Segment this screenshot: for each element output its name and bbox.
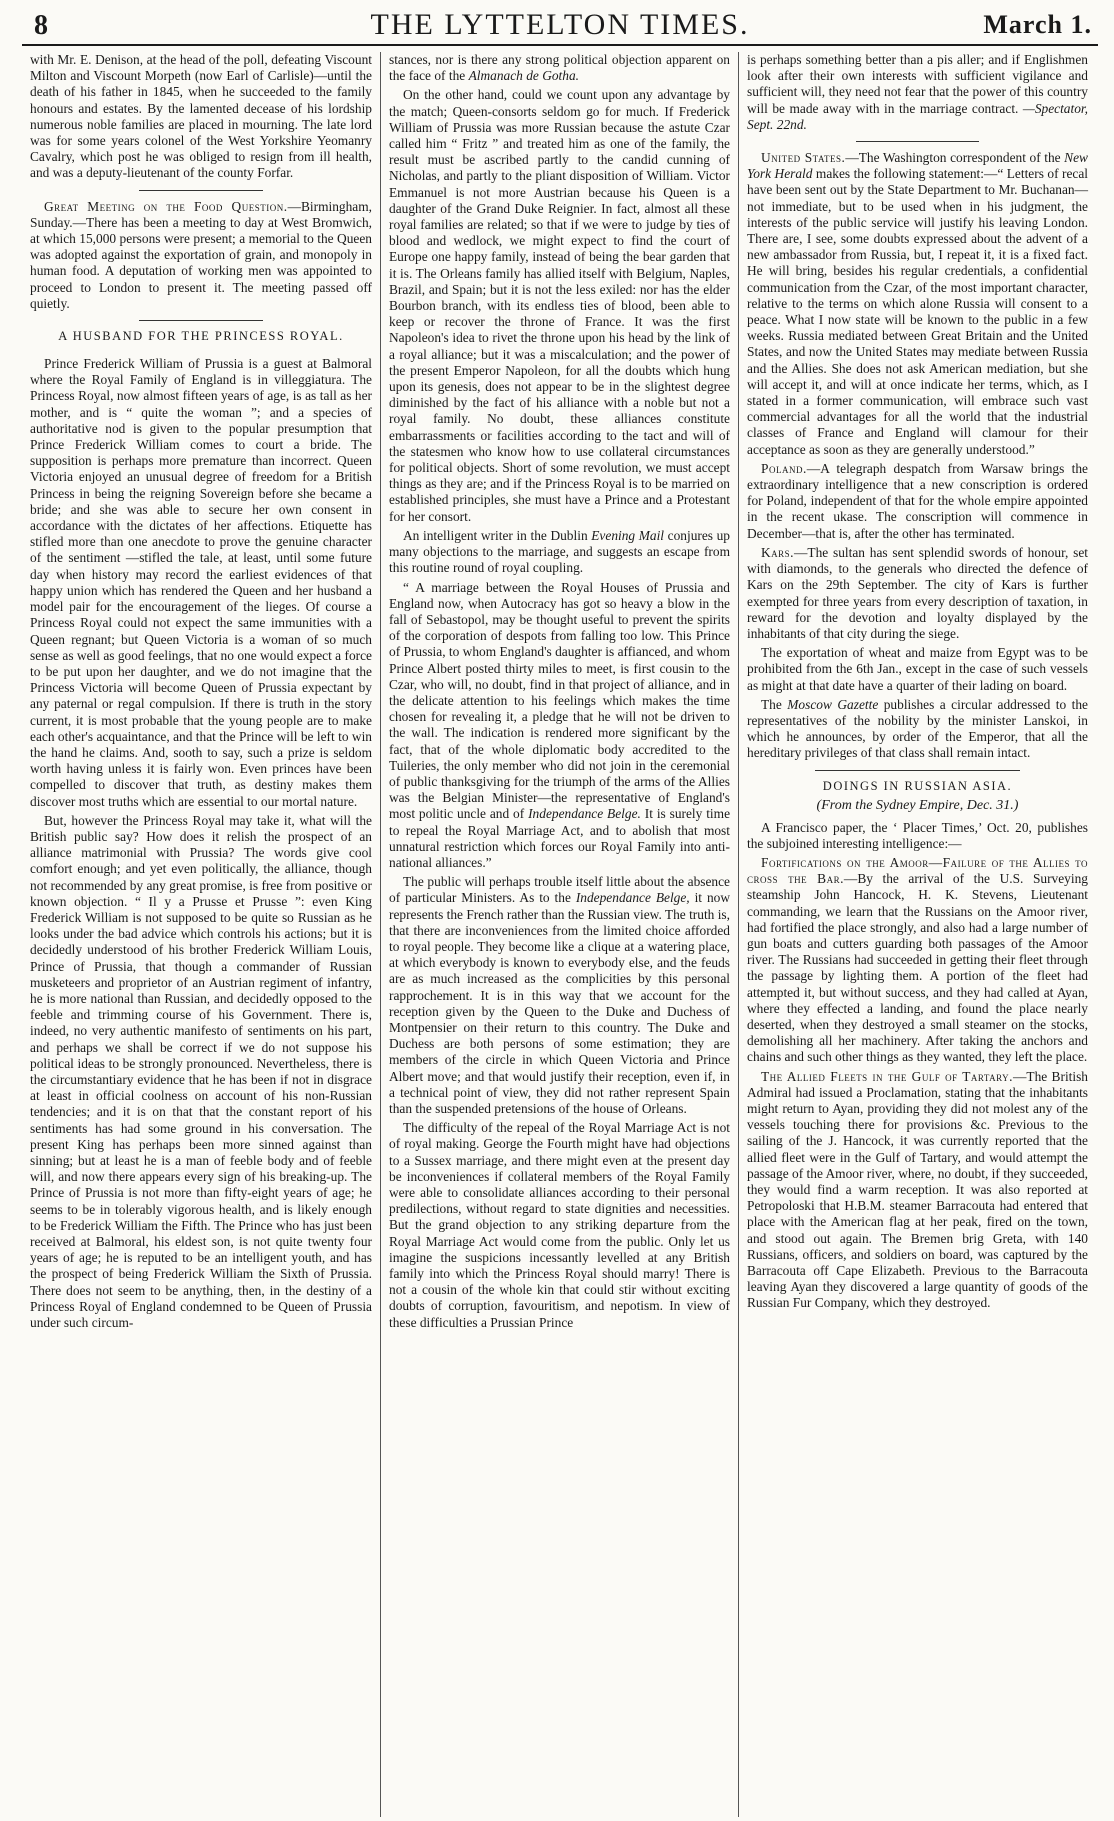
text-run: “ A marriage between the Royal Houses of Prussia and England now, when Autocracy has got so heavy a blow in the fall of Sebastopol, may be thought useful to prevent the spirits of the corporation of despots from falling too low. This Prince of Prussia, to whom England's daughter is affianced, and whom Prince Albert posted thirty miles to meet, is first cousin to the Czar, who will, no doubt, find in that project of alliance, and in the delicate attention to his feelings which makes the time chosen for revealing it, a pledge that he will not be driven to the wall. The indication is rendered more significant by the fact, that of the whole diplomatic body accredited to the Tuileries, the only member who did not join in the ceremonial of public thanksgiving for the triumph of the arms of the Allies was the Belgian Minister—the representative of England's most politic uncle and of: [389, 579, 730, 822]
italic-run: Almanach de Gotha.: [468, 68, 580, 84]
food-meeting-article: [30, 199, 372, 312]
column-3: [738, 52, 1096, 1817]
text-run: —By the arrival of the U.S. Surveying steamship John Hancock, H. K. Stevens, Lieutenant commanding, we learn that the Russians on the Amoor river, had fortified the place strongly, and also had a large number of gun boats and cutters guarding both passages of the Amoor river. The Russians had succeeded in getting their fleet through the passage by lighting them. A portion of the fleet had attempted it, but without success, and they had called at Ayan, where they effected a landing, and found the place nearly deserted, when they destroyed a small steamer on the stocks, demolishing all her machinery. After taking the anchors and chains and such other things as they wanted, they left the place.: [747, 871, 1088, 1065]
italic-run: Independance Belge.: [528, 806, 641, 822]
husband-princess-headline: A HUSBAND FOR THE PRINCESS ROYAL.: [58, 329, 344, 344]
husband-conclusion: [747, 52, 1088, 133]
column-rule: [815, 770, 1020, 771]
text-run: stances, nor is there any strong political objection apparent on the face of the: [389, 52, 730, 84]
kars-heading: Kars.: [761, 544, 795, 560]
italic-run: Evening Mail: [591, 527, 665, 543]
text-run: conjures up many objections to the marriage, and suggests an escape from this routine round of royal coupling.: [389, 527, 730, 576]
text-run: It is surely time to repeal the Royal Marriage Act, and to abolish that most unnatural restriction which forces our Royal Family into anti-national alliances.”: [389, 806, 731, 870]
text-run: it now represents the French rather than the Russian view. The truth is, that there are inconveniences from the limited choice afforded to royal people. They become like a clique at a watering place, at which everybody is known to everybody else, and the feuds are as much increased as the complicities by this personal rapprochement. It is in this way that we account for the reception given by the Queen to the Duke and Duchess of Montpensier on their return to this country. The Duke and Duchess are both persons of some estimation; they are members of the circle in which Queen Victoria and Prince Albert move; and that would justify their reception, even if, in a technical point of view, they did not rather represent Spain than the suspended pretensions of the house of Orleans.: [389, 890, 731, 1116]
column-rule: [139, 190, 262, 191]
united-states-article: [747, 150, 1088, 458]
italic-run: New York Herald: [747, 150, 1088, 182]
issue-date: March 1.: [983, 10, 1092, 39]
husband-paragraph-1: Prince Frederick William of Prussia is a guest at Balmoral where the Royal Family of England is in villeggiatura. The Princess Royal, now almost fifteen years of age, is as tall as her mother, and is “ quite the woman ”; and a species of authoritative nod is given to the popular presumption that Prince Frederick William comes to court a bride. The supposition is perhaps more premature than incorrect. Queen Victoria enjoyed an unusual degree of freedom for a British Princess in being the reigning Sovereign before she became a bride; and she was able to secure her own consent in accordance with the dictates of her affections. Etiquette has stifled more than one anecdote to prove the genuine character of the sentiment —stifled the tale, at least, until some future day when history may record the earliest evidences of that happy union which has rendered the Queen and her husband a model pair for the encouragement of the lieges. Of course a Princess Royal could not expect the same immunities with a Queen regnant; but Queen Victoria is a woman of so much sense as well as good feelings, that no one would expect a force to be put upon her daughter, and we do not imagine that the Princess Victoria will become Queen of Prussia expectant by any paternal or regal compulsion. If there is truth in the story current, it is most probable that the young people are to make each other's acquaintance, and that the Prince will be left to win the hand he claims. And, sooth to say, such a prize is seldom worth having unless it is fairly won. Even princes have been compelled to discover that truth, as destiny makes them discover most truths which are essential to our mortal nature.: [30, 356, 372, 809]
text-run: —The sultan has sent splendid swords of honour, set with diamonds, to the generals who directed the defence of Kars on the 29th September. The city of Kars is further exempted for three years from every description of taxation, in reward for the devotion and loyalty displayed by the inhabitants of that city during the siege.: [747, 544, 1088, 641]
text-run: is perhaps something better than a pis aller; and if Englishmen look after their own interests with sufficient vigilance and sufficient will, they need not fear that the power of this country will be made away with in the marriage contract.: [747, 52, 1088, 116]
food-meeting-body: —Birmingham, Sunday.—There has been a meeting to day at West Bromwich, at which 15,000 persons were present; a memorial to the Queen was adopted against the exportation of grain, and monopoly in human food. A deputation of working men was appointed to proceed to London to present it. The meeting passed off quietly.: [30, 198, 372, 311]
husband-paragraph-6: [389, 874, 730, 1117]
page-number: 8: [34, 10, 48, 41]
column-rule: [856, 141, 979, 142]
italic-run: Independance Belge,: [575, 890, 690, 906]
text-run: The public will perhaps trouble itself little about the absence of particular Ministers. As to the: [389, 874, 730, 906]
text-run: —The British Admiral had issued a Proclamation, stating that the inhabitants might return to Ayan, providing they did not molest any of the vessels touching there for provisions &c. Previous to the sailing of the J. Hancock, it was currently reported that the allied fleet were in the Gulf of Tartary, and would attempt the passage of the Amoor river, where, no doubt, if they succeeded, they would find a warm reception. It was also reported at Petropoloski that H.B.M. steamer Barracouta had entered that place with the American flag at her peak, fired on the town, and stood out again. The Bremen brig Greta, with 140 Russians, officers, and soldiers on board, was captured by the Barracouta off Cape Elizabeth. Previous to the Barracouta leaving Ayan they discovered a large quantity of goods of the Russian Fur Company, which they destroyed.: [747, 1068, 1089, 1311]
amoor-article: [747, 855, 1088, 1066]
husband-paragraph-3: [389, 52, 730, 84]
food-meeting-heading: Great Meeting on the Food Question.: [44, 198, 288, 214]
text-run: —The Washington correspondent of the: [845, 150, 1065, 166]
russian-asia-headline: DOINGS IN RUSSIAN ASIA.: [822, 778, 1013, 793]
wheat-export-article: The exportation of wheat and maize from Egypt was to be prohibited from the 6th Jan., except in the case of such vessels as might at that date have a quarter of their lading on board.: [747, 645, 1088, 693]
husband-paragraph-2: But, however the Princess Royal may take it, what will the British public say? How does it relish the prospect of an alliance matrimonial with Prussia? The words give cool comfort enough; and yet even politically, the alliance, though not recommended by any great promise, is free from positive or known objection. “ Il y a Prusse et Prusse ”: even King Frederick William is not supposed to be quite so Russian as he looks under the bad advice which controls his actions; but it is decidedly understood of his brother Frederick William Louis, Prince of Prussia, that though a commander of Russian musketeers and proprietor of an Austrian regiment of infantry, he is more national than Russian, and decidedly opposed to the feeble and trimming course of his Government. There is, indeed, no very authentic manifesto of sentiments on his part, and perhaps we shall be correct if we do not suppose his political ideas to be strongly pronounced. Nevertheless, there is the circumstantiary evidence that he has been if not in disgrace at least in official coolness on account of his non-Russian tendencies; and it is on that that the constant report of his sentiments has had some ground in his conversation. The present King has perhaps been more sinned against than sinning; but at least he is a man of feeble body and of feeble will, and now there appears every sign of his breaking-up. The Prince of Prussia is not more than fifty-eight years of age; he seems to be in tolerably vigorous health, and is likely enough to be Frederick William the Fifth. The Prince who has just been received at Balmoral, his eldest son, is not quite twenty four years of age; he is reputed to be an intelligent youth, and has the prospect of being Frederick William the Sixth of Prussia. There does not seem to be anything, then, in the destiny of a Princess Royal of England condemned to be Queen of Prussia under such circum-: [30, 812, 372, 1331]
italic-run: Moscow Gazette: [787, 696, 879, 712]
tartary-heading: The Allied Fleets in the Gulf of Tartary.: [761, 1068, 1014, 1084]
column-rule: [139, 320, 262, 321]
text-run: —A telegraph despatch from Warsaw brings the extraordinary intelligence that a new conscription is ordered for Poland, independent of that for the whole empire appointed in the recent ukase. The conscription will commence in December—that is, after the other has terminated.: [747, 460, 1088, 541]
obituary-continuation: with Mr. E. Denison, at the head of the poll, defeating Viscount Milton and Viscount Morpeth (now Earl of Carlisle)—until the death of his father in 1845, when he succeeded to the family honours and estates. By the lamented decease of his lordship numerous noble families are placed in mourning. The late lord was for some years colonel of the West Yorkshire Yeomanry Cavalry, which post he was obliged to resign from ill health, and was a deputy-lieutenant of the county Forfar.: [30, 52, 372, 181]
poland-article: [747, 461, 1088, 542]
evening-mail-quote: [389, 580, 730, 872]
united-states-heading: United States.: [761, 150, 846, 166]
text-run: makes the following statement:—“ Letters of recal have been sent out by the State Department to Mr. Buchanan—not immediate, but to be used when in his judgment, the interests of the public service will justify his leaving London. There are, I see, some doubts expressed about the advent of a new ambassador from Russia, but, I repeat it, it is a fixed fact. He will bring, besides his regular credentials, a confidential communication from the Czar, of the most important character, relative to the terms on which alone Russia will consent to a peace. What I now state will be known to the public in a few weeks. Russia mediated between Great Britain and the United States, and now the United States may mediate between Russia and the Allies. She does not ask American mediation, but she will accept it, and will at once indicate her terms, which, as I stated in a former communication, will embrace such vast commercial advantages for all the world that the industrial classes of France and England will clamour for their acceptance as soon as they are generally understood.”: [747, 166, 1088, 457]
amoor-heading: Fortifications on the Amoor—Failure of the Allies to cross the Bar.: [747, 854, 1088, 887]
newspaper-title: THE LYTTELTON TIMES.: [370, 8, 750, 41]
husband-paragraph-7: The difficulty of the repeal of the Royal Marriage Act is not of royal making. George the Fourth might have had objections to a Sussex marriage, and there might even at the present day be inconveniences if collateral members of the Royal Family were able to consolidate alliances according to their personal predilections, without regard to state dignities and necessities. But the grand objection to any striking departure from the Royal Marriage Act would come from the public. Only let us imagine the suspicions incessantly levelled at any British family into which the Princess Royal should marry! There is not a cousin of the whole kin that could stir without exciting doubts of corruption, favouritism, and nepotism. In view of these difficulties a Prussian Prince: [389, 1120, 730, 1330]
tartary-article: [747, 1069, 1088, 1312]
text-run: The: [761, 696, 788, 712]
russian-asia-intro: A Francisco paper, the ‘ Placer Times,’ Oct. 20, publishes the subjoined interesting intelligence:—: [747, 819, 1088, 851]
column-2: [380, 52, 738, 1817]
husband-paragraph-4: On the other hand, could we count upon any advantage by the match; Queen-consorts seldom go for much. If Frederick William of Prussia was more Russian because the astute Czar called him “ Fritz ” and treated him as one of the family, the result must be ascribed partly to the candid cunning of Nicholas, and partly to the pliant disposition of William. Victor Emmanuel is not more Austrian because his Queen is a daughter of the Grand Duke Reignier. In fact, almost all these royal families are related; so that if we were to judge by ties of blood and wedlock, we might expect to find the court of Europe one happy family, instead of being the bear garden that it is. The Orleans family has allied itself with Belgium, Naples, Brazil, and Spain; but it is not the less exiled: nor has the elder Bourbon branch, with its endless ties of blood, been able to keep or recover the throne of France. It was the first Napoleon's idea to rivet the throne upon his head by the link of a royal alliance; but it was a miscalculation; and the power of the present Emperor Napoleon, for all the doubts which hung upon its genesis, does not appear to be in the slightest degree diminished by the fact of his alliance with a noble but not a royal family. No doubt, these alliances constitute embarrassments or facilities according to the tact and will of the statesmen who know how to use collateral circumstances for political objects. Short of some revolution, we must accept things as they are; and if the Princess Royal is to be married on established principles, she must have a Prince and a Protestant for her consort.: [389, 87, 730, 524]
masthead: [22, 6, 1098, 46]
spectator-citation: —Spectator, Sept. 22nd.: [747, 100, 1088, 132]
column-1: [22, 52, 380, 1817]
poland-heading: Poland.: [761, 460, 807, 476]
husband-paragraph-5: [389, 528, 730, 577]
columns: [22, 52, 1098, 1817]
kars-article: [747, 545, 1088, 642]
text-run: publishes a circular addressed to the representatives of the nobility by the minister Lanskoi, in which he announces, by order of the Emperor, that all the hereditary privileges of that class shall remain intact.: [747, 696, 1088, 761]
russian-asia-source: (From the Sydney Empire, Dec. 31.): [816, 797, 1019, 813]
text-run: An intelligent writer in the Dublin: [403, 527, 592, 543]
moscow-gazette-article: [747, 697, 1088, 762]
